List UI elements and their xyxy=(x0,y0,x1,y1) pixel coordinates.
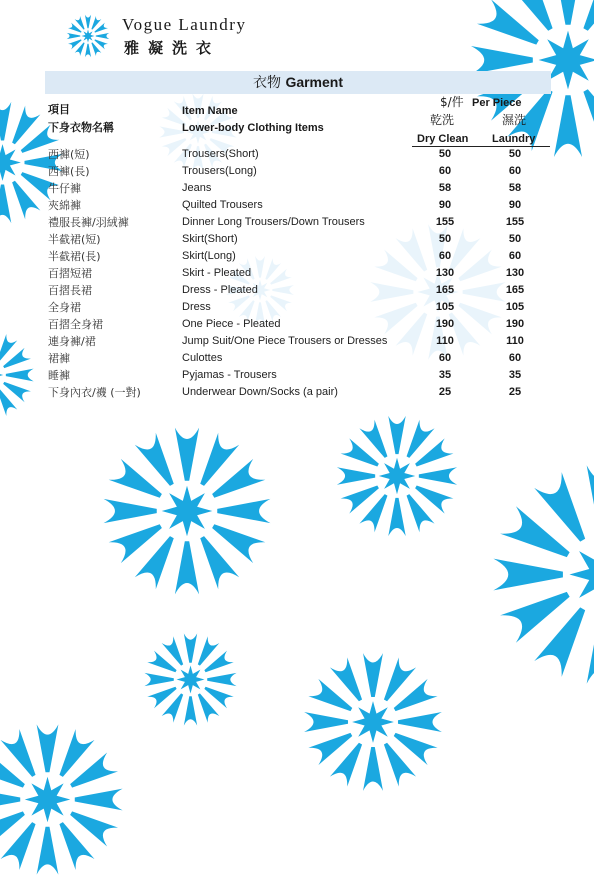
item-name-en: Dress - Pleated xyxy=(182,284,258,296)
section-title xyxy=(45,71,551,94)
item-name-en: Trousers(Long) xyxy=(182,165,257,177)
table-row xyxy=(0,367,594,384)
dry-clean-price: 155 xyxy=(435,216,455,228)
header-name-column xyxy=(182,105,324,139)
item-name-zh: 下身內衣/襪 (一對) xyxy=(48,386,141,399)
snowflake-icon xyxy=(101,425,273,597)
table-row xyxy=(0,299,594,316)
item-name-zh: 夾綿褲 xyxy=(48,199,81,212)
snowflake-icon xyxy=(0,722,125,877)
dry-clean-price: 50 xyxy=(438,233,452,245)
item-name-en: Skirt(Long) xyxy=(182,250,236,262)
item-name-zh: 半截裙(短) xyxy=(48,233,101,246)
laundry-price: 90 xyxy=(508,199,522,211)
item-name-en: Skirt - Pleated xyxy=(182,267,252,279)
dry-clean-price: 110 xyxy=(436,335,454,347)
item-name-en: Jeans xyxy=(182,182,212,194)
item-name-zh: 半截裙(長) xyxy=(48,250,101,263)
item-name-zh: 連身褲/裙 xyxy=(48,335,96,348)
table-row xyxy=(0,282,594,299)
header-price-column xyxy=(412,96,552,146)
table-row xyxy=(0,214,594,231)
item-name-zh: 禮服長褲/羽絨褲 xyxy=(48,216,129,229)
snowflake-icon xyxy=(143,632,238,727)
item-name-en: Underwear Down/Socks (a pair) xyxy=(182,386,338,398)
table-row xyxy=(0,180,594,197)
header-price-unit-en: Per Piece xyxy=(472,97,522,109)
item-name-en: Quilted Trousers xyxy=(182,199,263,211)
snowflake-icon xyxy=(490,462,594,687)
item-name-en: Dress xyxy=(182,301,211,313)
dry-clean-price: 50 xyxy=(438,148,452,160)
laundry-price: 35 xyxy=(508,369,522,381)
title-en: Garment xyxy=(285,74,344,90)
dry-clean-price: 35 xyxy=(438,369,452,381)
table-row xyxy=(0,197,594,214)
header-item-zh: 項目 xyxy=(48,103,70,116)
laundry-price: 58 xyxy=(508,182,522,194)
laundry-price: 60 xyxy=(508,165,522,177)
laundry-price: 25 xyxy=(508,386,522,398)
dry-clean-price: 105 xyxy=(435,301,455,313)
table-row xyxy=(0,265,594,282)
item-name-en: Jump Suit/One Piece Trousers or Dresses xyxy=(182,335,388,347)
laundry-price: 155 xyxy=(505,216,525,228)
header-price-unit-zh: $/件 xyxy=(440,95,464,109)
item-name-zh: 西褲(短) xyxy=(48,148,90,161)
dry-clean-price: 60 xyxy=(438,165,452,177)
laundry-price: 190 xyxy=(505,318,525,330)
laundry-price: 110 xyxy=(506,335,524,347)
price-table xyxy=(0,146,594,401)
item-name-en: One Piece - Pleated xyxy=(182,318,281,330)
header-item-name: Item Name xyxy=(182,105,238,117)
laundry-price: 105 xyxy=(505,301,525,313)
header-item-column xyxy=(48,103,114,139)
snowflake-icon xyxy=(335,414,459,538)
item-name-zh: 百摺長裙 xyxy=(48,284,92,297)
laundry-price: 60 xyxy=(508,250,522,262)
item-name-zh: 西褲(長) xyxy=(48,165,90,178)
dry-clean-price: 58 xyxy=(438,182,452,194)
laundry-price: 165 xyxy=(505,284,525,296)
dry-clean-price: 25 xyxy=(438,386,452,398)
item-name-zh: 全身裙 xyxy=(48,301,81,314)
item-name-en: Trousers(Short) xyxy=(182,148,259,160)
brand-name-en: Vogue Laundry xyxy=(122,15,247,34)
table-row xyxy=(0,163,594,180)
snowflake-icon xyxy=(302,651,444,793)
table-row xyxy=(0,333,594,350)
laundry-price: 130 xyxy=(505,267,525,279)
header-laundry-zh: 濕洗 xyxy=(502,113,527,127)
header-laundry-en: Laundry xyxy=(492,133,536,145)
item-name-zh: 睡褲 xyxy=(48,369,70,382)
dry-clean-price: 60 xyxy=(438,352,452,364)
dry-clean-price: 130 xyxy=(435,267,455,279)
table-row xyxy=(0,248,594,265)
dry-clean-price: 90 xyxy=(438,199,452,211)
dry-clean-price: 165 xyxy=(435,284,455,296)
snowflake-icon xyxy=(66,14,110,58)
item-name-zh: 裙褲 xyxy=(48,352,70,365)
table-row xyxy=(0,146,594,163)
header-dry-clean-zh: 乾洗 xyxy=(430,113,455,127)
item-name-zh: 百摺短裙 xyxy=(48,267,92,280)
item-name-zh: 牛仔褲 xyxy=(48,182,81,195)
item-name-en: Skirt(Short) xyxy=(182,233,238,245)
table-row xyxy=(0,231,594,248)
item-name-zh: 百摺全身裙 xyxy=(48,318,103,331)
dry-clean-price: 190 xyxy=(435,318,455,330)
table-row xyxy=(0,350,594,367)
item-name-en: Culottes xyxy=(182,352,223,364)
laundry-price: 60 xyxy=(508,352,522,364)
table-row xyxy=(0,384,594,401)
header-dry-clean-en: Dry Clean xyxy=(417,133,469,145)
laundry-price: 50 xyxy=(508,148,522,160)
table-row xyxy=(0,316,594,333)
brand-name-zh: 雅凝洗衣 xyxy=(124,39,221,57)
item-name-en: Pyjamas - Trousers xyxy=(182,369,277,381)
dry-clean-price: 60 xyxy=(438,250,452,262)
item-name-en: Dinner Long Trousers/Down Trousers xyxy=(182,216,365,228)
header-category-en: Lower-body Clothing Items xyxy=(182,122,324,134)
title-zh: 衣物 xyxy=(252,75,281,91)
header-category-zh: 下身衣物名稱 xyxy=(48,121,114,134)
laundry-price: 50 xyxy=(508,233,522,245)
